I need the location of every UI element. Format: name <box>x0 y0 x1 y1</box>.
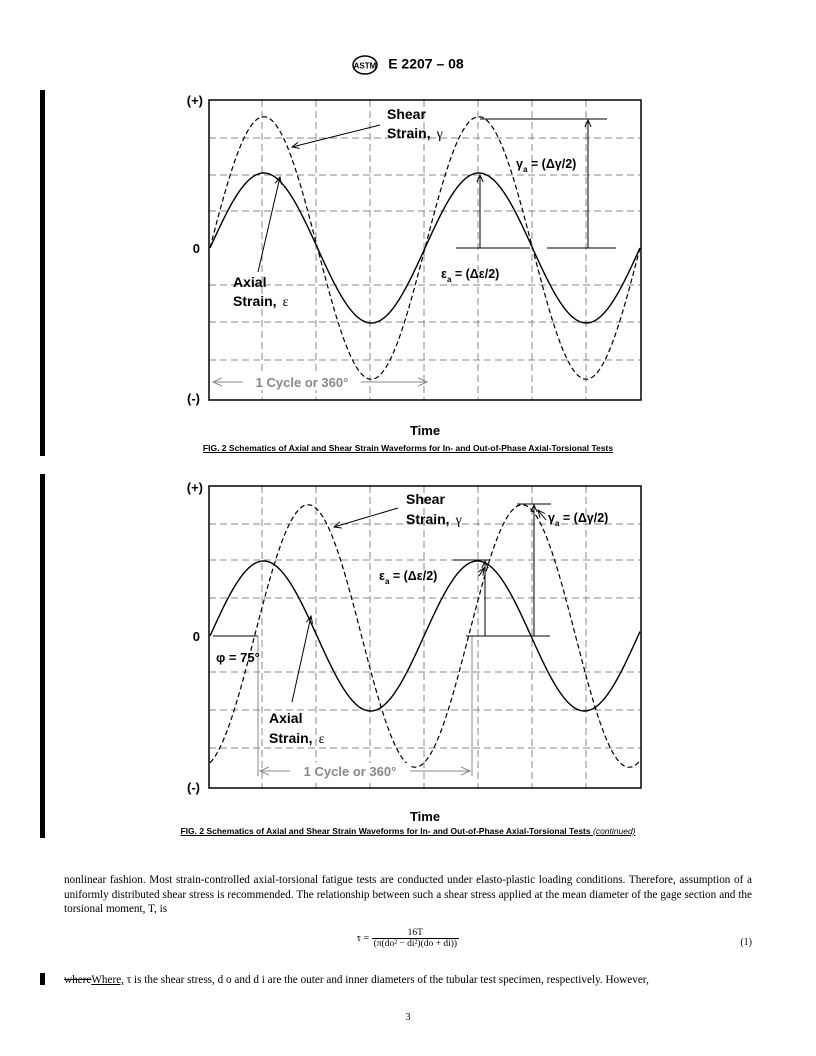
x-axis-label: Time <box>409 809 441 824</box>
revision-marker <box>40 973 45 985</box>
equation-lhs: τ = <box>356 932 370 944</box>
y-label-minus: (-) <box>187 780 200 795</box>
y-label-zero: 0 <box>192 629 200 644</box>
svg-text:ASTM: ASTM <box>353 61 377 71</box>
cycle-label: 1 Cycle or 360° <box>255 375 349 390</box>
figure-out-of-phase <box>0 474 816 834</box>
eps-amp-label: $\varepsilon_a = (\Delta\varepsilon/2)$ <box>379 569 438 586</box>
figure-2-caption: FIG. 2 Schematics of Axial and Shear Strain Waveforms for In- and Out-of-Phase Axial-Torsional Tests (continued) <box>180 826 636 836</box>
where-text: τ is the shear stress, d o and d i are the outer and inner diameters of the tubular test specimen, respectively. However, <box>126 974 649 986</box>
equation-1 <box>0 928 816 949</box>
gamma-amp-label: $\gamma_a = (\Delta\gamma/2)$ <box>548 511 609 528</box>
inserted-text: Where, <box>91 974 124 986</box>
axial-label: Strain, ε <box>269 730 325 747</box>
equation-fraction <box>372 928 459 949</box>
shear-pointer <box>292 125 380 147</box>
equation-number: (1) <box>740 937 752 948</box>
y-label-minus: (-) <box>187 391 200 406</box>
page-number: 3 <box>405 1012 411 1023</box>
y-label-zero: 0 <box>192 241 200 256</box>
equation-numerator: 16T <box>372 928 459 939</box>
equation-denominator: (π(do² − di²)(do + di)) <box>373 939 458 949</box>
phase-label: φ = 75° <box>216 650 260 665</box>
figure-in-phase <box>0 85 816 525</box>
axial-pointer <box>258 177 280 272</box>
designation: E 2207 – 08 <box>388 55 464 72</box>
eps-label-pointer <box>479 568 484 576</box>
shear-label: Strain, γ <box>406 511 462 528</box>
axial-pointer <box>292 616 311 702</box>
axial-label: Axial <box>269 710 303 726</box>
shear-label: Shear <box>406 491 445 507</box>
eps-amp-label: $\varepsilon_a = (\Delta\varepsilon/2)$ <box>441 267 500 284</box>
shear-label: Strain, γ <box>387 125 443 142</box>
x-axis-label: Time <box>409 423 441 438</box>
y-label-plus: (+) <box>186 480 203 495</box>
axial-label: Strain, ε <box>233 293 289 310</box>
gamma-amp-label: $\gamma_a = (\Delta\gamma/2)$ <box>516 157 577 174</box>
deleted-text: where <box>64 974 92 986</box>
axial-label: Axial <box>233 274 267 290</box>
page-header <box>0 55 816 75</box>
shear-strain-curve <box>210 505 640 767</box>
figure-1-caption: FIG. 2 Schematics of Axial and Shear Strain Waveforms for In- and Out-of-Phase Axial-Torsional Tests <box>202 443 614 453</box>
where-paragraph <box>64 974 752 986</box>
gamma-label-pointer <box>538 510 546 520</box>
cycle-label: 1 Cycle or 360° <box>303 764 397 779</box>
y-label-plus: (+) <box>186 93 203 108</box>
astm-logo-icon <box>352 55 378 75</box>
body-paragraph: nonlinear fashion. Most strain-controlled axial-torsional fatigue tests are conducted under elasto-plastic loading conditions. Therefore, assumption of a uniformly distributed shear stress is recommended. The relationship between such a shear stress applied at the mean diameter of the gage section and the torsional moment, T, is <box>64 874 752 915</box>
shear-label: Shear <box>387 106 426 122</box>
